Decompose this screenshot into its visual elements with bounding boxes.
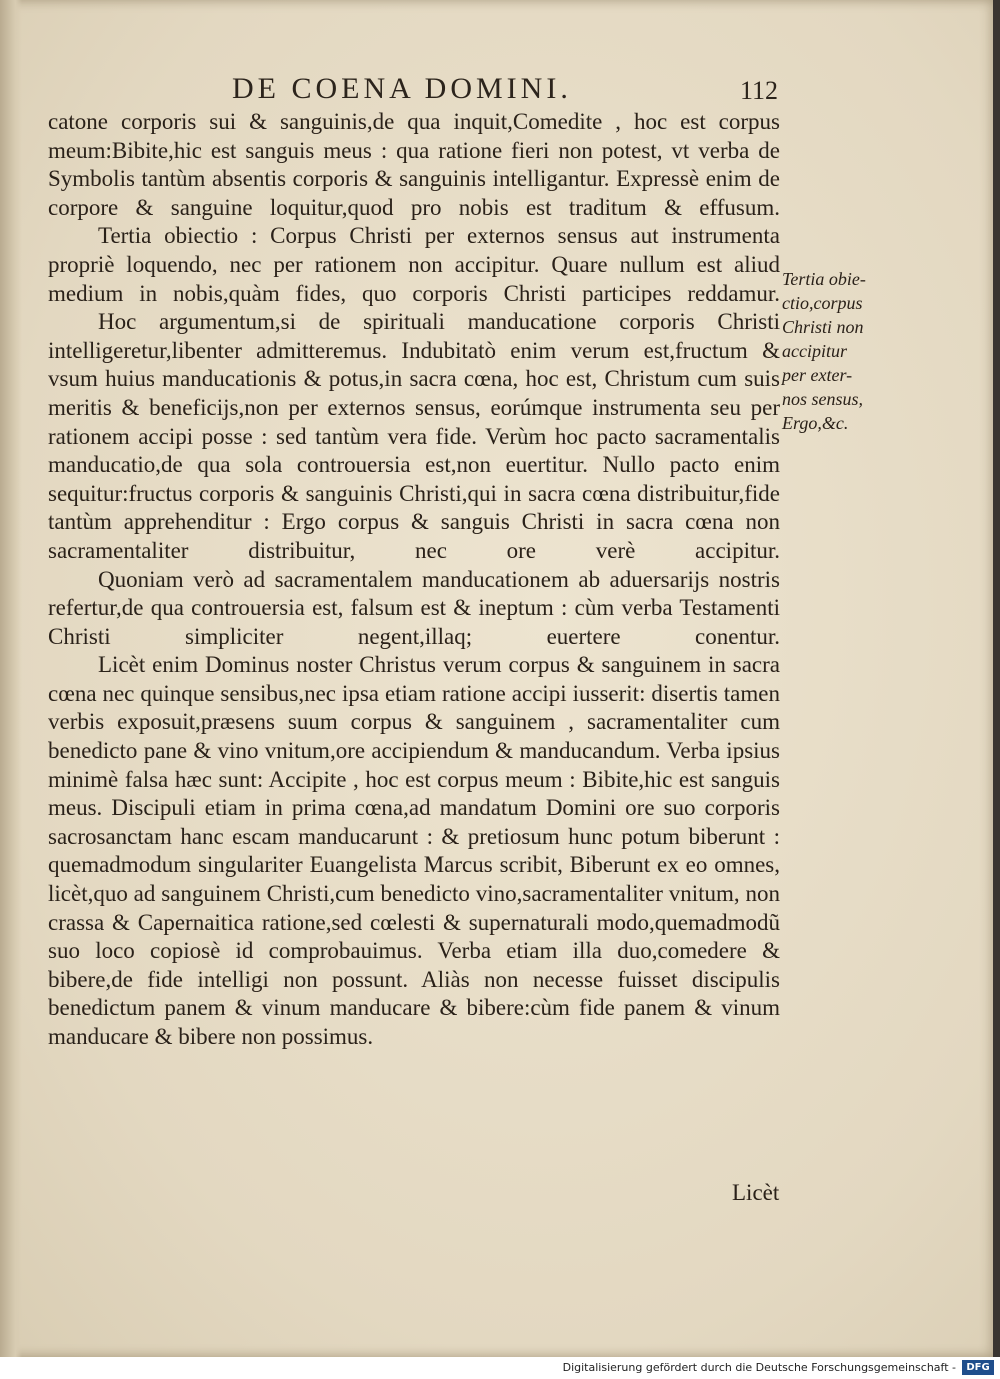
margin-note-line: accipitur <box>782 341 847 361</box>
funding-credit: Digitalisierung gefördert durch die Deutsche Forschungsgemeinschaft - <box>562 1361 956 1374</box>
running-head: DE COENA DOMINI. <box>232 72 572 105</box>
margin-note-line: nos sensus, <box>782 389 864 409</box>
margin-note-line: Ergo,&c. <box>782 413 849 433</box>
margin-note-line: Tertia obie- <box>782 269 866 289</box>
paragraph: catone corporis sui & sanguinis,de qua inquit,Comedite , hoc est corpus meum:Bibite,hic est sanguis meus : qua ratione fieri non potest, vt verba de Symbolis tantùm absentis corporis & sanguinis intelligantur. Expressè enim de corpore & sanguine loquitur,quod pro nobis est traditum & effusum. <box>48 109 780 220</box>
page-number: 112 <box>740 76 779 105</box>
paragraph: Licèt enim Dominus noster Christus verum corpus & sanguinem in sacra cœna nec quinque sensibus,nec ipsa etiam ratione accipi iusserit: disertis tamen verbis exposuit,præsens suum corpus & sanguinem , sacramentaliter cum benedicto pane & vino vnitum,ore accipiendum & manducandum. Verba ipsius minimè falsa hæc sunt: Accipite , hoc est corpus meum : Bibite,hic est sanguis meus. Discipuli etiam in prima cœna,ad mandatum Domini ore suo corporis sacrosanctam hanc escam manducarunt : & pretiosum hunc potum biberunt : quemadmodum singulariter Euangelista Marcus scribit, Biberunt ex eo omnes, licèt,quo ad sanguinem Christi,cum benedicto vino,sacramentaliter vnitum, non crassa & Capernaitica ratione,sed cœlesti & supernaturali modo,quemadmodũ suo loco copiosè id comprobauimus. Verba etiam illa duo,comedere & bibere,de fide intelligi non possunt. Aliàs non necesse fuisset discipulis benedictum panem & vinum manducare & bibere:cùm fide panem & vinum manducare & bibere non possimus. <box>48 652 780 1049</box>
page-binding-shadow <box>0 0 22 1357</box>
digitization-footer <box>0 1357 1000 1379</box>
margin-note-line: ctio,corpus <box>782 293 863 313</box>
margin-note-line: Christi non <box>782 317 864 337</box>
paragraph: Tertia obiectio : Corpus Christi per externos sensus aut instrumenta propriè loquendo, nec per rationem non accipitur. Quare nullum est aliud medium in nobis,quàm fides, quo corporis Christi participes reddamur. <box>48 223 780 306</box>
paragraph: Hoc argumentum,si de spirituali manducatione corporis Christi intelligeretur,libenter admitteremus. Indubitatò enim verum est,fructum & vsum huius manducationis & potus,in sacra cœna, hoc est, Christum cum suis meritis & beneficijs,non per externos sensus, eorúmque instrumenta seu per rationem accipi posse : sed tantùm vera fide. Verùm hoc pacto sacramentalis manducatio,de qua sola controuersia est,non euertitur. Nullo pacto enim sequitur:fructus corporis & sanguinis Christi,qui in sacra cœna distribuitur,fide tantùm apprehenditur : Ergo corpus & sanguis Christi in sacra cœna non sacramentaliter distribuitur, nec ore verè accipitur. <box>48 309 780 563</box>
page-header <box>0 70 993 110</box>
paragraph: Quoniam verò ad sacramentalem manducationem ab aduersarijs nostris refertur,de qua controuersia est, falsum est & ineptum : cùm verba Testamenti Christi simpliciter negent,illaq; euertere conentur. <box>48 566 780 649</box>
catchword: Licèt <box>732 1180 780 1205</box>
margin-note-line: per exter- <box>782 365 853 385</box>
margin-note <box>782 267 892 435</box>
main-text-block <box>48 108 780 1052</box>
dfg-logo-icon: DFG <box>962 1360 994 1375</box>
